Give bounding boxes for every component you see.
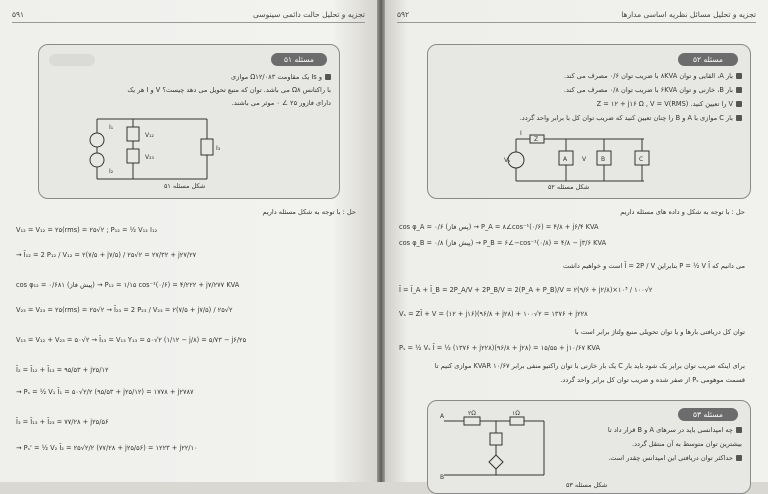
right-equation-5: Vₛ = ZĪ + V = (۱۲ + j۱۶)(۹۶/۸ + j۲۸) + ۱۰۰√۲ = ۱۳۷۶ + j۲۲۸ — [399, 310, 588, 318]
left-page — [0, 0, 377, 482]
problem-53-line-3: حداکثر توان دریافتی این امپدانس چقدر است. — [436, 454, 742, 462]
bullet-icon — [736, 455, 742, 461]
svg-text:۱Ω: ۱Ω — [512, 410, 520, 417]
right-equation-2: cos φ_B = ۰/۸ (پیش فاز) → P_B = ۶∠−cos⁻¹(۰/۸) = ۴/۸ − j۳/۶ KVA — [399, 239, 607, 247]
book-gutter — [377, 0, 385, 482]
circuit-53-diagram — [440, 409, 550, 481]
right-equation-7: Pₛ = ½ Vₛ Ī = ½ (۱۳۷۶ + j۲۲۸)(۹۶/۸ + j۲۸) = ۱۵/۵۵ + j۱۰/۶۷ KVA — [399, 344, 601, 352]
right-text-9: قسمت موهومی Pₛ از صفر شده و ضریب توان کل برابر واحد گردد. — [560, 376, 745, 384]
left-equation-4: V₂₃ = V₂₃ = ۲۵(rms) = ۲۵√۲ → Ī₂₃ = 2 P₂₃ / V₂₃ = ۲(۷/۵ + j۷/۵) / ۲۵√۲ — [16, 306, 233, 314]
figure-51-caption: شکل مسئله ۵۱ — [164, 182, 206, 190]
left-header-title: تجزیه و تحلیل حالت دائمی سینوسی — [253, 10, 365, 19]
svg-text:A: A — [440, 413, 445, 420]
bullet-icon — [736, 101, 742, 107]
svg-text:A: A — [563, 156, 568, 163]
svg-text:Vₛ: Vₛ — [504, 157, 511, 164]
svg-text:I: I — [520, 130, 522, 137]
problem-52-line-2: بار B، خازنی و توان ۶KVA با ضریب توان ۰/۸ مصرف می کند. — [436, 86, 742, 94]
problem-52-box — [427, 44, 751, 199]
right-header-title: تجزیه و تحلیل مسائل نظریه اساسی مدارها — [621, 10, 756, 19]
problem-52-badge: مسئله ۵۲ — [678, 53, 738, 66]
right-page-number: ۵۹۲ — [397, 10, 410, 19]
svg-text:B: B — [440, 474, 445, 481]
left-equation-7: → Pₛ = ½ V₁ Ī₁ = ۵۰√۲/۲ (۹۵/۵۳ + j۲۵/۱۲) = ۱۷۷۸ + j۲۷۸۷ — [16, 388, 194, 396]
problem-53-line-1: چه امپدانسی باید در سرهای A و B قرار داد تا — [436, 426, 742, 434]
bullet-icon — [736, 87, 742, 93]
left-solution-intro: حل : با توجه به شکل مسئله داریم — [262, 208, 356, 216]
svg-text:۲Ω: ۲Ω — [468, 410, 476, 417]
svg-text:C: C — [639, 156, 644, 163]
right-solution-intro: حل : با توجه به شکل و داده های مسئله داریم — [620, 208, 745, 216]
left-equation-8: Ī₃ = Ī₁₃ + Ī₂₃ = ۷۷/۲۸ + j۲۵/۵۶ — [16, 418, 109, 426]
problem-51-badge: مسئله ۵۱ — [271, 53, 327, 66]
problem-53-badge: مسئله ۵۳ — [678, 408, 738, 421]
left-equation-6: Ī₂ = Ī₁₂ + Ī₁₃ = ۹۵/۵۳ + j۲۵/۱۲ — [16, 366, 109, 374]
left-equation-9: → Pₛ' = ½ V₂ Ī₂ = ۲۵√۲/۲ (۷۷/۲۸ + j۲۵/۵۶) = ۱۲۲۳ + j۲۲/۱۰ — [16, 444, 198, 452]
problem-51-box — [38, 44, 340, 199]
left-equation-1: V₁₂ = V₁₂ = ۲۵(rms) = ۲۵√۲ ; P₁₂ = ½ V₁₂ I₁₂ — [16, 226, 158, 234]
right-page-header — [397, 10, 756, 23]
bullet-icon — [325, 74, 331, 80]
bullet-icon — [736, 427, 742, 433]
problem-53-line-2: بیشترین توان متوسط به آن منتقل گردد. — [631, 440, 742, 448]
problem-51-line-1: و Is یک مقاومت Ω۱۲/۰۸۳ موازی — [47, 73, 331, 81]
right-equation-4: Ī = Ī_A + Ī_B = 2P_A/V + 2P_B/V = 2(P_A + P_B)/V = ۲(۹/۶ + j۲/۸)×۱۰³ / ۱۰۰√۲ — [399, 286, 653, 294]
svg-text:V: V — [582, 156, 587, 163]
svg-text:V₂₃: V₂₃ — [145, 154, 154, 161]
problem-52-line-3: V را تعیین کنید. Z = ۱۲ + j۱۶ Ω , V = V(RMS) — [436, 100, 742, 108]
figure-52-caption: شکل مسئله ۵۲ — [548, 183, 590, 191]
right-page — [385, 0, 768, 489]
bullet-icon — [736, 115, 742, 121]
bullet-icon — [736, 73, 742, 79]
right-text-3: می دانیم که P = ½ V Ī بنابراین Ī = 2P / V است و خواهیم داشت — [562, 262, 745, 270]
svg-text:V₁₂: V₁₂ — [145, 132, 154, 139]
svg-text:I₂: I₂ — [109, 168, 114, 175]
circuit-51-diagram — [87, 113, 227, 185]
problem-52-line-1: بار A، القایی و توان ۸KVA با ضریب توان ۰/۶ مصرف می کند. — [436, 72, 742, 80]
left-equation-5: V₁₃ = V₁₂ + V₂₃ = ۵۰√۲ → Ī₁₃ = V₁₃ Y₁₃ = ۵۰√۲ (۱/۱۲ − j/۸) = ۵/۷۳ − j۶/۲۵ — [16, 336, 247, 344]
left-equation-3: cos φ₁₂ = ۰/۶۸۱ (پیش فاز) → P₁₂ = ۱/۱۵ cos⁻¹(۰/۶) = ۴/۲۲۲ + j۷/۲۷۷ KVA — [16, 281, 240, 289]
figure-53-caption: شکل مسئله ۵۳ — [566, 481, 608, 489]
left-page-header — [12, 10, 365, 23]
problem-51-line-3: دارای فازور ۲۵ ∠ ۰ موثر می باشند. — [231, 99, 331, 107]
problem-53-box — [427, 400, 751, 494]
svg-text:I₃: I₃ — [216, 145, 221, 152]
problem-51-line-2: با راکتانس Ω۸ می باشد. توان که منبع تحویل می دهد چیست؟ V و I هر یک — [127, 86, 331, 94]
left-equation-2: → Ī₁₂ = 2 P₁₂ / V₁₂ = ۲(۷/۵ + j۷/۵) / ۲۵√۲ = ۲۷/۳۲ + j۲۷/۲۷ — [16, 251, 197, 259]
right-equation-1: cos φ_A = ۰/۶ (پس فاز) → P_A = ۸∠cos⁻¹(۰/۶) = ۴/۸ + j۶/۴ KVA — [399, 223, 599, 231]
left-page-number: ۵۹۱ — [12, 10, 25, 19]
right-text-8: برای اینکه ضریب توان برابر یک شود باید بار C یک بار خازنی با توان راکتیو منفی برابر ۱۰/۶۷ KVAR موازی کنیم تا — [434, 362, 745, 370]
svg-text:I₁: I₁ — [109, 124, 114, 131]
problem-52-line-4: بار C موازی با A و B را چنان تعیین کنید که ضریب توان کل با برابر واحد گردد. — [436, 114, 742, 122]
svg-text:B: B — [601, 156, 606, 163]
circuit-52-diagram — [504, 131, 654, 187]
problem-51-ghost-badge — [49, 54, 95, 66]
svg-text:Z: Z — [534, 136, 539, 143]
right-text-6: توان کل دریافتی بارها و یا توان تحویلی منبع ولتاژ برابر است با — [574, 328, 745, 336]
